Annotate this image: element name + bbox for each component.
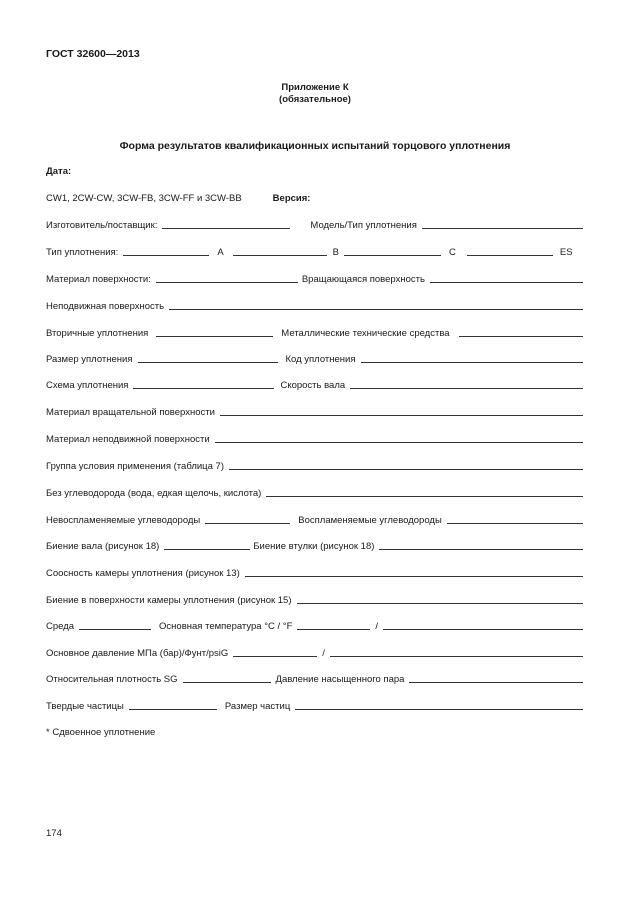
non-flammable-field[interactable] (205, 522, 290, 524)
chamber-face-runout-row (46, 592, 583, 606)
date-label: Дата: (46, 166, 72, 177)
annex-heading (0, 82, 630, 106)
pressure-slash: / (322, 648, 325, 659)
service-group-row (46, 458, 583, 472)
seal-code-field[interactable] (361, 361, 584, 363)
solids-field[interactable] (129, 708, 217, 710)
face-material-field[interactable] (156, 281, 298, 283)
metal-hardware-label: Металлические технические средства (281, 328, 450, 339)
seal-type-c-label: C (449, 247, 456, 258)
seal-size-label: Размер уплотнения (46, 354, 133, 365)
solids-row (46, 698, 583, 712)
shaft-speed-field[interactable] (350, 387, 583, 389)
vapor-pressure-field[interactable] (409, 681, 583, 683)
rotating-material-field[interactable] (220, 414, 583, 416)
secondary-seals-label: Вторичные уплотнения (46, 328, 149, 339)
version-label: Версия: (272, 193, 311, 204)
seal-type-b-label: B (332, 247, 339, 258)
shaft-speed-label: Скорость вала (280, 380, 346, 391)
base-temperature-label: Основная температура °С / °F (159, 621, 293, 632)
sleeve-runout-field[interactable] (379, 548, 583, 550)
base-pressure-row (46, 645, 583, 659)
rotating-material-label: Материал вращательной поверхности (46, 407, 215, 418)
seal-scheme-row (46, 377, 583, 391)
medium-row (46, 618, 583, 632)
medium-field[interactable] (79, 628, 151, 630)
rotating-face-field[interactable] (430, 281, 583, 283)
runout-row (46, 538, 583, 552)
base-pressure-label: Основное давление МПа (бар)/Фунт/psiG (46, 648, 229, 659)
base-pressure-mpa-field[interactable] (233, 655, 317, 657)
base-temperature-f-field[interactable] (383, 628, 583, 630)
chamber-face-runout-field[interactable] (297, 602, 583, 604)
seal-code-label: Код уплотнения (285, 354, 356, 365)
service-group-label: Группа условия применения (таблица 7) (46, 461, 224, 472)
manufacturer-label: Изготовитель/поставщик: (46, 220, 158, 231)
gravity-row (46, 671, 583, 685)
rotating-material-row (46, 404, 583, 418)
stationary-face-row (46, 298, 583, 312)
stationary-face-label: Неподвижная поверхность (46, 301, 165, 312)
manufacturer-row (46, 217, 583, 231)
seal-type-a-field[interactable] (233, 254, 327, 256)
chamber-concentricity-row (46, 565, 583, 579)
seal-type-es-label: ES (559, 247, 573, 258)
vapor-pressure-label: Давление насыщенного пара (275, 674, 405, 685)
non-hydrocarbon-label: Без углеводорода (вода, едкая щелочь, кислота) (46, 488, 262, 499)
seal-type-a-label: A (217, 247, 224, 258)
seal-size-row (46, 351, 583, 365)
rotating-face-label: Вращающаяся поверхность (301, 274, 425, 285)
service-group-field[interactable] (229, 468, 583, 470)
chamber-concentricity-label: Соосность камеры уплотнения (рисунок 13) (46, 568, 240, 579)
seal-type-field[interactable] (123, 254, 209, 256)
page-number: 174 (46, 828, 62, 839)
manufacturer-field[interactable] (162, 227, 290, 229)
model-field[interactable] (422, 227, 583, 229)
non-hydrocarbon-field[interactable] (266, 495, 583, 497)
seal-scheme-label: Схема уплотнения (46, 380, 129, 391)
sleeve-runout-label: Биение втулки (рисунок 18) (253, 541, 375, 552)
form-title: Форма результатов квалификационных испытаний торцового уплотнения (119, 140, 511, 152)
face-material-label: Материал поверхности: (46, 274, 151, 285)
chamber-face-runout-label: Биение в поверхности камеры уплотнения (рисунок 15) (46, 595, 292, 606)
specific-gravity-field[interactable] (183, 681, 271, 683)
seal-type-c-field[interactable] (467, 254, 553, 256)
seal-type-row (46, 244, 583, 258)
footnote: * Сдвоенное уплотнение (46, 727, 156, 738)
model-label: Модель/Тип уплотнения (310, 220, 417, 231)
metal-hardware-field[interactable] (459, 335, 583, 337)
non-flammable-label: Невоспламеняемые углеводороды (46, 515, 201, 526)
base-temperature-c-field[interactable] (297, 628, 370, 630)
annex-title: Приложение К (281, 82, 349, 93)
seal-type-label: Тип уплотнения: (46, 247, 119, 258)
non-hydrocarbon-row (46, 485, 583, 499)
chamber-concentricity-field[interactable] (245, 575, 583, 577)
hydrocarbons-row (46, 512, 583, 526)
arrangement-row (46, 190, 583, 204)
arrangement-label: CW1, 2CW-CW, 3CW-FB, 3CW-FF и 3CW-BB (46, 193, 242, 204)
particle-size-label: Размер частиц (224, 701, 291, 712)
shaft-runout-label: Биение вала (рисунок 18) (46, 541, 160, 552)
face-material-row (46, 271, 583, 285)
specific-gravity-label: Относительная плотность SG (46, 674, 178, 685)
stationary-face-field[interactable] (169, 308, 583, 310)
seal-size-field[interactable] (138, 361, 278, 363)
stationary-material-field[interactable] (215, 441, 583, 443)
secondary-seals-row (46, 325, 583, 339)
base-pressure-psi-field[interactable] (330, 655, 583, 657)
seal-scheme-field[interactable] (133, 387, 274, 389)
flammable-field[interactable] (447, 522, 583, 524)
flammable-label: Воспламеняемые углеводороды (298, 515, 442, 526)
particle-size-field[interactable] (295, 708, 583, 710)
secondary-seals-field[interactable] (156, 335, 273, 337)
seal-type-b-field[interactable] (344, 254, 441, 256)
standard-header: ГОСТ 32600—2013 (46, 48, 140, 60)
annex-status: (обязательное) (279, 94, 351, 105)
solids-label: Твердые частицы (46, 701, 124, 712)
temperature-slash: / (375, 621, 379, 632)
medium-label: Среда (46, 621, 75, 632)
stationary-material-label: Материал неподвижной поверхности (46, 434, 210, 445)
shaft-runout-field[interactable] (164, 548, 250, 550)
stationary-material-row (46, 431, 583, 445)
